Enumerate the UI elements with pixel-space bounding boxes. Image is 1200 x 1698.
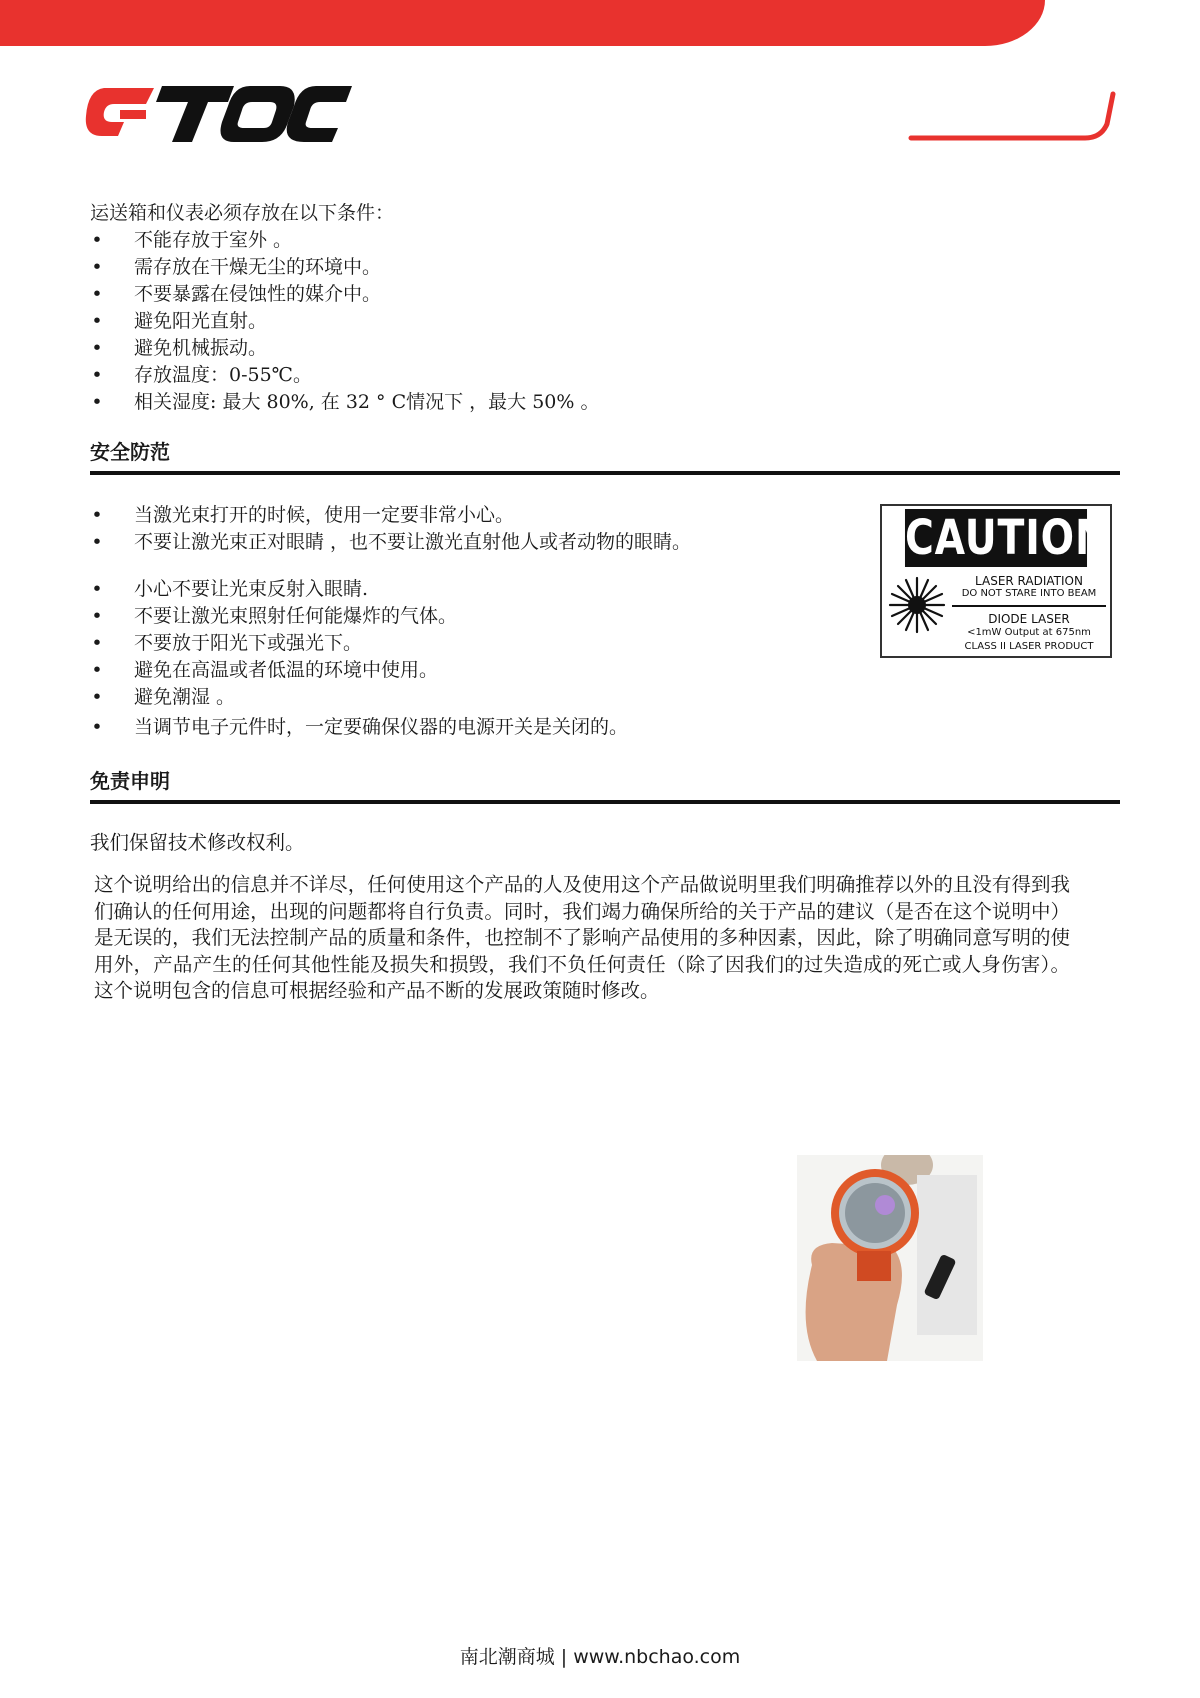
- disclaimer-section-body: [94, 872, 1070, 1005]
- disclaimer-heading: 免责申明: [90, 766, 1120, 804]
- header-red-band: [0, 0, 1045, 46]
- safety-heading: 安全防范: [90, 437, 1120, 475]
- footer-text: 南北潮商城 | www.nbchao.com: [459, 1646, 741, 1668]
- disclaimer-paragraph-1: 我们保留技术修改权利。: [90, 831, 305, 854]
- list-item: • 避免在高温或者低温的环境中使用。: [90, 657, 870, 684]
- caution-line-output: <1mW Output at 675nm: [967, 627, 1091, 638]
- storage-intro: 运送箱和仪表必须存放在以下条件：: [90, 202, 395, 224]
- list-item: • 避免机械振动。: [90, 335, 1120, 362]
- storage-section: [90, 200, 1120, 416]
- bullet-icon: •: [91, 364, 103, 386]
- caution-line-diode-laser: DIODE LASER: [988, 612, 1070, 626]
- caution-laser-label: [880, 504, 1112, 658]
- tqc-logo: [84, 80, 354, 146]
- list-item: • 需存放在干燥无尘的环境中。: [90, 254, 1120, 281]
- hand-holding-device-image: [797, 1155, 983, 1361]
- bullet-icon: •: [91, 504, 103, 526]
- bullet-icon: •: [91, 337, 103, 359]
- safety-list-a-container: [90, 502, 870, 556]
- list-item: • 小心不要让光束反射入眼睛.: [90, 576, 870, 603]
- bullet-icon: •: [91, 391, 103, 413]
- list-item: • 相关湿度: 最大 80%, 在 32 ° C情况下 ，最大 50% 。: [90, 389, 1120, 416]
- list-item: • 当激光束打开的时候，使用一定要非常小心。: [90, 502, 870, 529]
- list-item: • 避免潮湿 。: [90, 684, 870, 711]
- safety-list-b-container: [90, 576, 870, 741]
- list-item: • 不要放于阳光下或强光下。: [90, 630, 870, 657]
- caution-line-do-not-stare: DO NOT STARE INTO BEAM: [961, 588, 1097, 599]
- bullet-icon: •: [91, 531, 103, 553]
- header-swoosh-decoration: [905, 88, 1120, 146]
- caution-divider: [952, 605, 1106, 607]
- bullet-icon: •: [91, 716, 103, 738]
- bullet-icon: •: [91, 605, 103, 627]
- bullet-icon: •: [91, 283, 103, 305]
- list-item: • 当调节电子元件时，一定要确保仪器的电源开关是关闭的。: [90, 714, 870, 741]
- storage-list: [90, 227, 1120, 416]
- bullet-icon: •: [91, 229, 103, 251]
- list-item: • 存放温度：0-55℃。: [90, 362, 1120, 389]
- caution-title: CAUTION: [904, 510, 1109, 566]
- safety-list-a: [90, 502, 870, 556]
- safety-list-b: [90, 576, 870, 741]
- bullet-icon: •: [91, 659, 103, 681]
- bullet-icon: •: [91, 578, 103, 600]
- bullet-icon: •: [91, 632, 103, 654]
- list-item: • 避免阳光直射。: [90, 308, 1120, 335]
- list-item: • 不要让激光束照射任何能爆炸的气体。: [90, 603, 870, 630]
- caution-line-laser-radiation: LASER RADIATION: [975, 574, 1083, 588]
- list-item: • 不能存放于室外 。: [90, 227, 1120, 254]
- bullet-icon: •: [91, 686, 103, 708]
- bullet-icon: •: [91, 256, 103, 278]
- caution-line-class: CLASS II LASER PRODUCT: [964, 641, 1094, 652]
- disclaimer-paragraph-2: 这个说明给出的信息并不详尽，任何使用这个产品的人及使用这个产品做说明里我们明确推荐以外的且没有得到我们确认的任何用途，出现的问题都将自行负责。同时，我们竭力确保所给的关于产品的建议（是否在这个说明中）是无误的，我们无法控制产品的质量和条件，也控制不了影响产品使用的多种因素，因此，除了明确同意写明的使用外，产品产生的任何其他性能及损失和损毁，我们不负任何责任（除了因我们的过失造成的死亡或人身伤害）。这个说明包含的信息可根据经验和产品不断的发展政策随时修改。: [94, 873, 1070, 1002]
- disclaimer-section: [90, 830, 1120, 857]
- laser-starburst-icon: [888, 576, 946, 634]
- list-item: • 不要让激光束正对眼睛 ，也不要让激光直射他人或者动物的眼睛。: [90, 529, 870, 556]
- list-item: • 不要暴露在侵蚀性的媒介中。: [90, 281, 1120, 308]
- bullet-icon: •: [91, 310, 103, 332]
- product-photo: [797, 1155, 983, 1361]
